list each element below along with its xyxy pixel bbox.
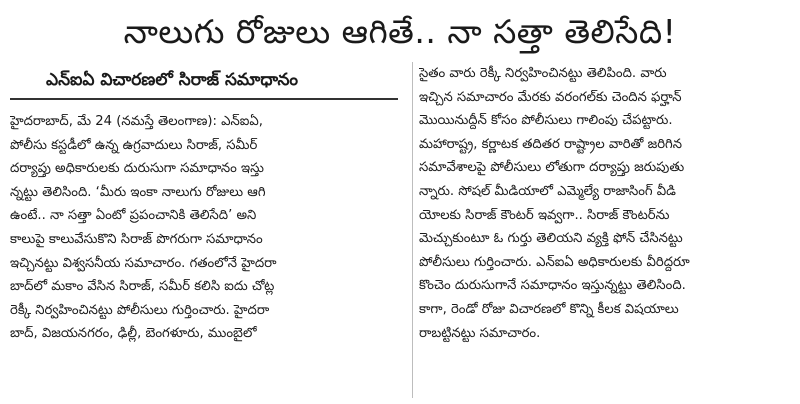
right-column <box>412 62 794 398</box>
text-line: పోలీసు కస్టడీలో ఉన్న ఉగ్రవాదులు సిరాజ్, సమీర్ <box>10 137 258 153</box>
text-line: మహారాష్ట్ర, కర్ణాటక తదితర రాష్ట్రాల వారితో జరిగిన <box>419 136 682 152</box>
text-line: రెక్కీ నిర్వహించినట్టు పోలీసులు గుర్తించారు. హైదరా <box>10 302 270 318</box>
text-line: కొంచెం దురుసుగానే సమాధానం ఇస్తున్నట్టు తెలిసింది. <box>419 278 686 294</box>
left-column <box>10 62 398 398</box>
text-line: ఇచ్చినట్టు విశ్వసనీయ సమాచారం. గతంలోనే హైదరా <box>10 255 277 271</box>
text-line: న్నారు. సోషల్ మీడియాలో ఎమ్మెల్యే రాజాసింగ్ వీడి <box>419 183 676 199</box>
text-line: కాగా, రెండో రోజు విచారణలో కొన్ని కీలక విషయాలు <box>419 301 679 317</box>
text-line: హైదరాబాద్, మే 24 (నమస్తే తెలంగాణ): ఎన్ఐఏ, <box>10 114 263 129</box>
text-line: బాద్‌లో మకాం వేసిన సిరాజ్, సమీర్ కలిసి ఐదు చోట్ల <box>10 279 275 295</box>
subheadline-rule <box>10 98 398 100</box>
text-line: పోలీసులు గుర్తించారు. ఎన్ఐఏ అధికారులకు వీరిద్దరూ <box>419 254 690 270</box>
text-line: మెచ్చుకుంటూ ఓ గుర్తు తెలియని వ్యక్తి ఫోన్ చేసినట్టు <box>419 231 683 247</box>
text-line: ఉంటే.. నా సత్తా ఏంటో ప్రపంచానికి తెలిసేది’ అని <box>10 208 257 224</box>
text-line: రాబట్టినట్టు సమాచారం. <box>419 325 541 341</box>
text-line: బాద్, విజయనగరం, ఢిల్లీ, బెంగళూరు, ముంబైలో <box>10 326 257 342</box>
text-line: సమావేశాలపై పోలీసులు లోతుగా దర్యాప్తు జరుపుతు <box>419 160 685 176</box>
text-line: కాలుపై కాలువేసుకొని సిరాజ్ పొగరుగా సమాధానం <box>10 231 263 247</box>
right-column-text <box>419 62 794 345</box>
text-line: దర్యాప్తు అధికారులకు దురుసుగా సమాధానం ఇస్తు <box>10 161 264 177</box>
left-column-text <box>10 110 398 346</box>
text-line: మొయినుద్దీన్ కోసం పోలీసులు గాలింపు చేపట్టారు. <box>419 113 673 129</box>
text-line: ఇచ్చిన సమాచారం మేరకు వరంగల్‌కు చెందిన ఫర్హాన్ <box>419 89 682 105</box>
headline: నాలుగు రోజులు ఆగితే.. నా సత్తా తెలిసేది! <box>123 12 677 51</box>
text-line: సైతం వారు రెక్కీ నిర్వహించినట్టు తెలిపింది. వారు <box>419 66 667 81</box>
text-line: యోలకు సిరాజ్ కౌంటర్ ఇవ్వగా.. సిరాజ్ కౌంటర్‌ను <box>419 207 670 223</box>
text-line: న్నట్టు తెలిసింది. ‘మీరు ఇంకా నాలుగు రోజులు ఆగి <box>10 184 266 200</box>
subheadline: ఎన్ఐఏ విచారణలో సిరాజ్ సమాధానం <box>46 70 299 90</box>
